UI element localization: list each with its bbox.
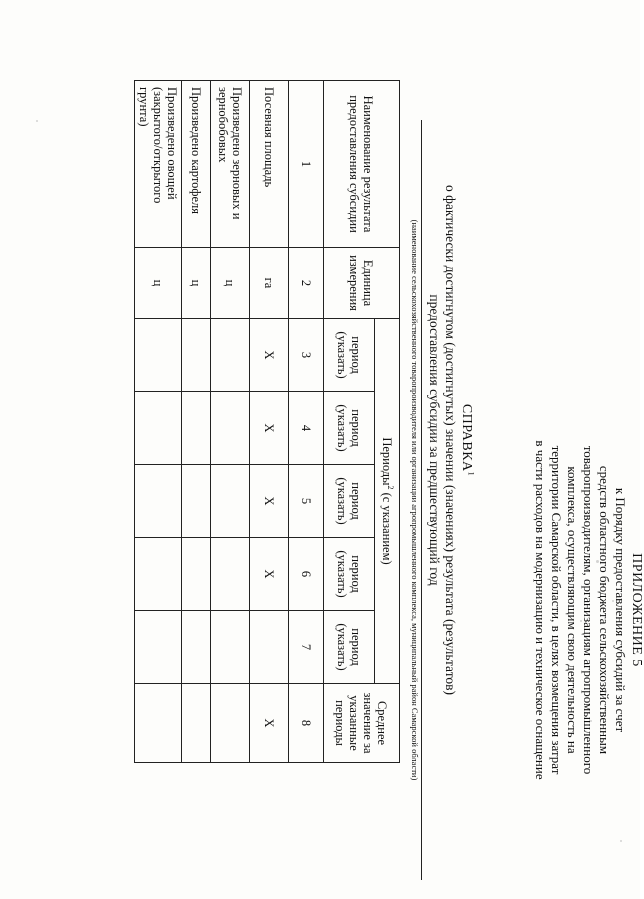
results-table (134, 80, 400, 763)
column-number: 4 (289, 392, 324, 465)
document-title-block (426, 10, 474, 870)
col-unit-header: Единица измерения (324, 248, 400, 319)
table-row (250, 81, 289, 763)
organization-name-note: (наименование сельскохозяйственного товаропроизводителя или организации агропромышленного комплекса, муниципальный район Самарской области) (410, 219, 420, 781)
result-value (135, 319, 182, 392)
document-title: СПРАВКА$^1$ (459, 403, 476, 477)
rotated-content (40, 10, 644, 870)
result-value: X (250, 392, 289, 465)
table-header-row (375, 81, 400, 763)
column-number-row (289, 81, 324, 763)
column-number: 2 (289, 248, 324, 319)
result-unit: га (250, 248, 289, 319)
result-value (211, 319, 250, 392)
result-value: X (250, 538, 289, 611)
result-value (135, 392, 182, 465)
scan-speck (612, 600, 614, 602)
table-row (211, 81, 250, 763)
result-value (211, 538, 250, 611)
column-number: 6 (289, 538, 324, 611)
scan-speck (620, 840, 622, 842)
result-unit: ц (182, 248, 211, 319)
appendix-line: комплекса, осуществляющим свою деятельность на (565, 466, 580, 754)
result-value: X (250, 319, 289, 392)
result-value (182, 319, 211, 392)
period-cell: период (указать) (324, 465, 375, 538)
table-row (182, 81, 211, 763)
appendix-title: ПРИЛОЖЕНИЕ 5 (629, 553, 644, 667)
result-value (182, 392, 211, 465)
result-value (211, 465, 250, 538)
scan-speck (590, 720, 592, 722)
appendix-line: товаропроизводителям, организациям агропромышленного (581, 445, 596, 775)
column-number: 5 (289, 465, 324, 538)
scan-speck (36, 120, 38, 122)
scan-speck (580, 620, 582, 622)
result-unit: ц (135, 248, 182, 319)
column-number: 3 (289, 319, 324, 392)
result-value (250, 611, 289, 684)
appendix-line: в части расходов на модернизацию и техническое оснащение (533, 440, 548, 780)
column-number: 1 (289, 81, 324, 248)
result-name: Посевная площадь (250, 81, 289, 248)
result-value (211, 611, 250, 684)
result-value (135, 538, 182, 611)
period-cell: период (указать) (324, 392, 375, 465)
result-value (182, 611, 211, 684)
result-value (135, 684, 182, 763)
organization-name-line (421, 120, 422, 880)
appendix-line: к Порядку предоставления субсидий за счет (613, 487, 628, 733)
result-value (182, 684, 211, 763)
column-number: 7 (289, 611, 324, 684)
result-value (182, 538, 211, 611)
result-name: Произведено овощей (закрытого/открытого грунта) (135, 81, 182, 248)
appendix-line: территории Самарской области, в целях возмещения затрат (549, 445, 564, 775)
result-value (211, 684, 250, 763)
appendix-line: средств областного бюджета сельскохозяйственным (597, 465, 612, 755)
result-value (211, 392, 250, 465)
period-cell: период (указать) (324, 538, 375, 611)
result-value (182, 465, 211, 538)
scan-speck (604, 690, 607, 693)
result-value: X (250, 684, 289, 763)
col-name-header: Наименование результата предоставления субсидии (324, 81, 400, 248)
result-unit: ц (211, 248, 250, 319)
table-row (135, 81, 182, 763)
document-subtitle: о фактически достигнутом (достигнутых) значении (значениях) результата (результатов) (443, 184, 458, 696)
result-name: Произведено зерновых и зернобобовых (211, 81, 250, 248)
result-name: Произведено картофеля (182, 81, 211, 248)
periods-header: Периоды$^2$ (с указанием) (375, 319, 400, 684)
result-value (135, 465, 182, 538)
document-subtitle: предоставления субсидии за предшествующий год (427, 294, 442, 586)
period-cell: период (указать) (324, 611, 375, 684)
avg-header: Среднее значение за указанные периоды (324, 684, 400, 763)
appendix-block (532, 390, 644, 830)
result-value (135, 611, 182, 684)
result-value: X (250, 465, 289, 538)
period-cell: период (указать) (324, 319, 375, 392)
column-number: 8 (289, 684, 324, 763)
scan-speck (596, 560, 599, 563)
